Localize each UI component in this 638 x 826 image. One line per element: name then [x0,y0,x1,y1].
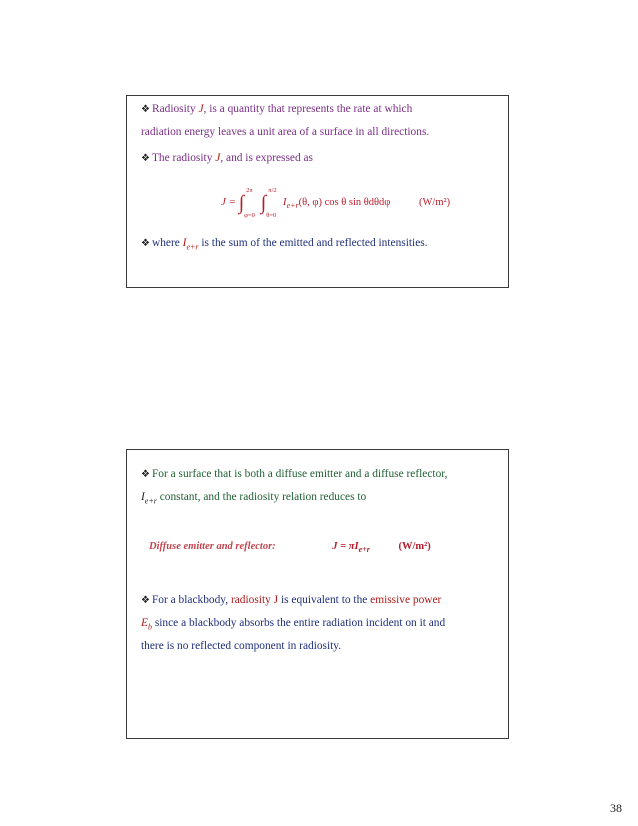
slide-1 [126,95,509,288]
radiosity-definition: ❖ Radiosity J, is a quantity that represents the rate at which radiation energy leaves a unit area of a surface in all directions. [141,103,430,138]
radiosity-expression-intro: ❖ The radiosity J, and is expressed as [141,152,313,164]
diamond-bullet-icon: ❖ [141,238,150,249]
diffuse-surface-statement: ❖ For a surface that is both a diffuse emitter and a diffuse reflector, $I_{e+r}$ constant, and the radiosity relation reduces to [141,468,448,506]
diffuse-radiosity-equation: Diffuse emitter and reflector: $J = \pi I_{e+r}$ (W/m²) [149,541,431,555]
diamond-bullet-icon: ❖ [141,104,150,115]
integral-sign: ∫ [260,192,267,214]
blackbody-statement: ❖ For a blackbody, radiosity J is equivalent to the emissive power $E_b$ since a blackbody absorbs the entire radiation incident on it and there is no reflected component in radiosity. [141,594,446,652]
slide-2 [126,449,509,739]
radiosity-integral-equation: J = ∫ 2π φ=0 ∫ π/2 θ=0 $I_{e+r}(\theta$, φ) cos θ sin θdθdφ (W/m²) [221,186,451,219]
diamond-bullet-icon: ❖ [141,153,150,164]
intensity-definition: ❖ where $I_{e+r}$ is the sum of the emitted and reflected intensities. [141,237,428,252]
diamond-bullet-icon: ❖ [141,469,150,480]
page-number: 38 [610,801,622,815]
integral-sign: ∫ [238,192,245,214]
diamond-bullet-icon: ❖ [141,595,150,606]
